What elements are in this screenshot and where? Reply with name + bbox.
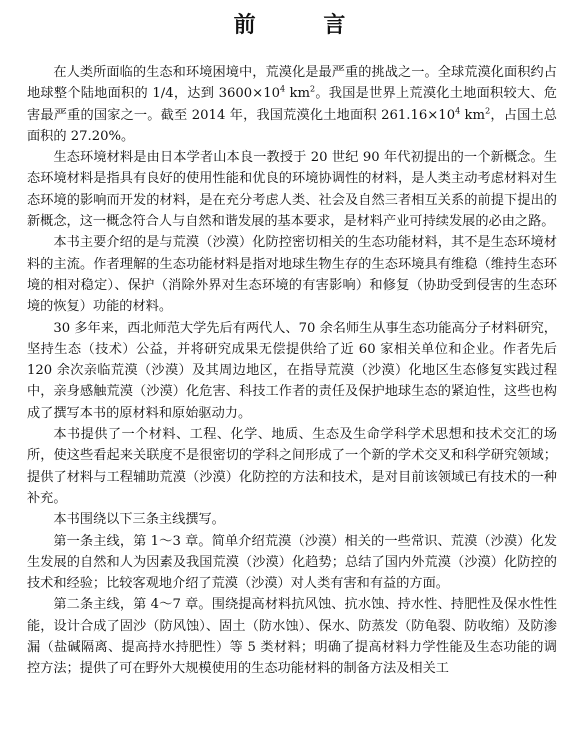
superscript: 4 [280,84,286,94]
paragraph-text: km [460,107,486,123]
page-title: 前 言 [233,13,376,38]
paragraph-text: 生态环境材料是由日本学者山本良一教授于 20 世纪 90 年代初提出的一个新概念。生态环境材料是指具有良好的使用性能和优良的环境协调性的材料，是人类主动考虑材料对生态环境的影响而开发的材料，是在充分考虑人类、社会及自然三者相互关系的前提下提出的新概念，这一概念符合人与自然和谐发展的基本要求，是材料产业可持续发展的必由之路。 [27,150,557,230]
paragraph [27,594,557,679]
paragraph-text: 本书提供了一个材料、工程、化学、地质、生态及生命学科学术思想和技术交汇的场所，使这些看起来关联度不是很密切的学科之间形成了一个新的学术交叉和科学研究领域；提供了材料与工程辅助荒漠（沙漠）化防控的方法和技术，是对目前该领域已有技术的一种补充。 [27,427,557,506]
paragraph-text: ，占国土总面积的 27.20%。 [27,107,557,144]
paragraph [27,62,557,147]
paragraph-text: 30 多年来，西北师范大学先后有两代人、70 余名师生从事生态功能高分子材料研究，坚持生态（技术）公益，并将研究成果无偿提供给了近 60 家相关单位和企业。作者先后 120 余次亲临荒漠（沙漠）及其周边地区，在指导荒漠（沙漠）化地区生态修复实践过程中，亲身感触荒漠（沙漠）化危害、科技工作者的责任及保护地球生态的紧迫性，这些也构成了撰写本书的原材料和原始驱动力。 [27,320,557,421]
paragraph [27,147,557,232]
paragraph [27,424,557,509]
paragraph [27,318,557,424]
paragraph-text: 在人类所面临的生态和环境困境中，荒漠化是最严重的挑战之一。全球荒漠化面积约占地球整个陆地面积的 1/4，达到 3600×10 [27,65,557,102]
paragraph-text: 第一条主线，第 1～3 章。简单介绍荒漠（沙漠）相关的一些常识、荒漠（沙漠）化发生发展的自然和人为因素及我国荒漠（沙漠）化趋势；总结了国内外荒漠（沙漠）化防控的技术和经验；比较客观地介绍了荒漠（沙漠）对人类有害和有益的方面。 [27,533,557,592]
paragraph-text: 本书围绕以下三条主线撰写。 [53,512,225,528]
paragraph-text: 。我国是世界上荒漠化土地面积较大、危害最严重的国家之一。截至 2014 年，我国荒漠化土地面积 261.16×10 [27,86,557,123]
superscript: 4 [455,106,461,116]
paragraph [27,531,557,595]
paragraph-text: km [285,86,311,102]
paragraph-text: 第二条主线，第 4～7 章。围绕提高材料抗风蚀、抗水蚀、持水性、持肥性及保水性性能，设计合成了固沙（防风蚀）、固土（防水蚀）、保水、防蒸发（防龟裂、防收缩）及防渗漏（盐碱隔离、提高持水持肥性）等 5 类材料；明确了提高材料力学性能及生态功能的调控方法；提供了可在野外大规模使用的生态功能材料的制备方法及相关工 [27,597,557,677]
paragraph-text: 本书主要介绍的是与荒漠（沙漠）化防控密切相关的生态功能材料，其不是生态环境材料的主流。作者理解的生态功能材料是指对地球生物生存的生态环境具有维稳（维持生态环境的相对稳定）、保护（消除外界对生态环境的有害影响）和修复（协助受到侵害的生态环境的恢复）功能的材料。 [27,235,557,315]
body-text [27,62,557,680]
paragraph [27,509,557,530]
paragraph [27,232,557,317]
superscript: 2 [310,84,316,94]
superscript: 2 [485,106,491,116]
